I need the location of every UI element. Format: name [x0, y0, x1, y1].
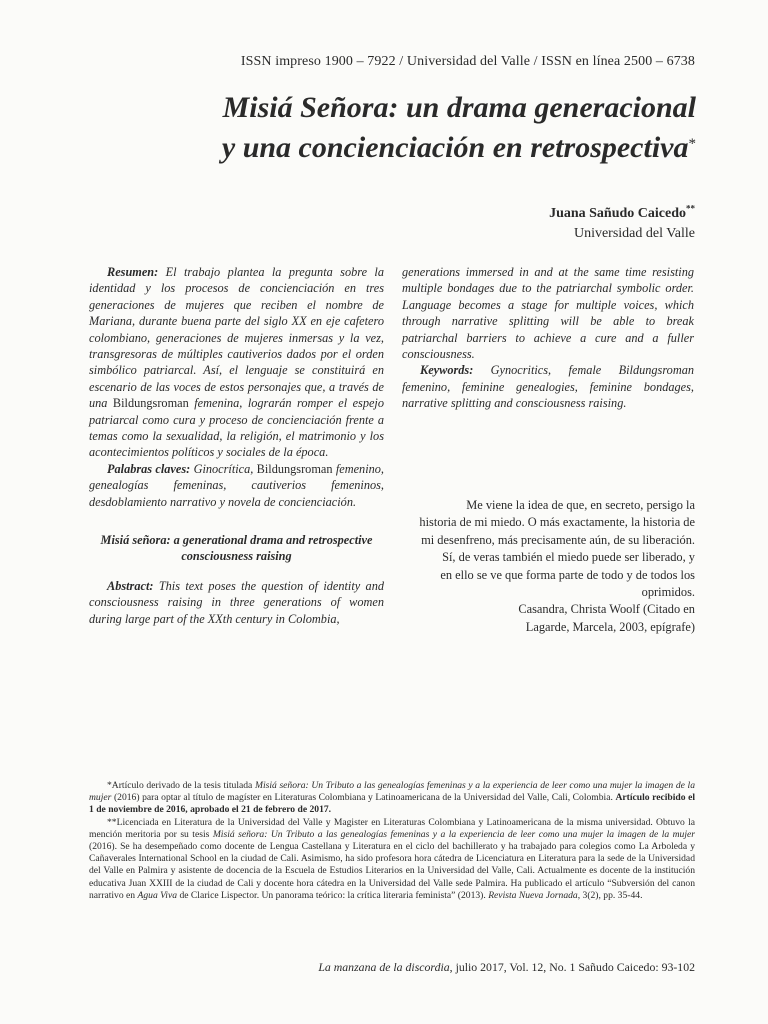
title-footnote-mark: * — [688, 136, 696, 152]
author-block — [549, 198, 695, 244]
article-title — [222, 88, 696, 168]
title-line-1: Misiá Señora: un drama generacional — [222, 91, 696, 124]
page-footer-citation: La manzana de la discordia, julio 2017, Vol. 12, No. 1 Sañudo Caicedo: 93-102 — [318, 960, 695, 974]
resumen-paragraph: Resumen: El trabajo plantea la pregunta sobre la identidad y los procesos de concienciación en tres generaciones de mujeres que reciben el nombre de Mariana, durante buena parte del siglo XX en eje cafetero colombiano, generaciones de mujeres inmersas y la vez, transgresoras de múltiples cautiverios dados por el orden simbólico patriarcal. Así, el lenguaje se constituirá en escenario de las voces de estos personajes que, a través de una Bildungsroman femenina, lograrán romper el espejo patriarcal como cura y proceso de concienciación frente a temas como la sexualidad, la religión, el matrimonio y los acontecimientos políticos y sociales de la época. — [89, 265, 385, 460]
abstract-label: Abstract: — [107, 579, 154, 593]
resumen-label: Resumen: — [107, 265, 159, 279]
palabras-label: Palabras claves: — [107, 461, 191, 476]
right-column-abstract — [402, 264, 694, 412]
abstract-paragraph-start: Abstract: This text poses the question of identity and consciousness raising in three generations of women during large part of the XXth century in Colombia, — [89, 579, 384, 626]
abstract-continuation: generations immersed in and at the same time resisting multiple bondages due to the patriarchal symbolic order. Language becomes a stage for multiple voices, which through narrative splitting will be able to break patriarchal barriers to achieve a cure and a fuller consciousness. — [402, 265, 694, 362]
issn-header: ISSN impreso 1900 – 7922 / Universidad del Valle / ISSN en línea 2500 – 6738 — [240, 54, 695, 69]
footnote-2: **Licenciada en Literatura de la Universidad del Valle y Magister en Literaturas Colombiana y Latinoamericana de la misma universidad. Obtuvo la mención meritoria por su tesis Misiá señora: Un Tributo a las genealogías femeninas y a la experiencia de leer como una mujer la imagen de la mujer (2016). Se ha desempeñado como docente de Lengua Castellana y Literatura en el ciclo del bachillerato y ha trabajado para colegios como La Arboleda y Cañaverales International School en la ciudad de Cali. Asimismo, ha sido profesora hora cátedra de Licenciatura en Literatura para la sede de la Universidad del Valle en Palmira y asistente de docencia de la Escuela de Estudios Literarios en la Universidad del Valle, Cali. Actualmente es docente de la institución educativa Juan XXIII de la ciudad de Cali y docente hora cátedra en la Universidad del Valle sede Palmira. Ha publicado el artículo “Subversión del canon narrativo en Agua Viva de Clarice Lispector. Un panorama teórico: la crítica literaria feminista” (2013). Revista Nueva Jornada, 3(2), pp. 35-44. — [89, 816, 695, 901]
english-title: Misiá señora: a generational drama and retrospective consciousness raising — [100, 533, 373, 564]
left-column-abstracts — [89, 264, 384, 510]
keywords-label: Keywords: — [420, 363, 474, 378]
footnotes — [89, 780, 695, 902]
author-affiliation: Universidad del Valle — [573, 225, 695, 241]
keywords-paragraph: Keywords: Gynocritics, female Bildungsroman femenino, feminine genealogies, feminine bondages, narrative splitting and consciousness raising. — [402, 363, 694, 411]
epigraph-source: Casandra, Christa Woolf (Citado en — [518, 602, 695, 617]
title-line-2: y una concienciación en retrospectiva* — [221, 131, 696, 164]
palabras-paragraph: Palabras claves: Ginocrítica, Bildungsroman femenino, genealogías femeninas, cautiverios femeninos, desdoblamiento narrativo y novela de concienciación. — [89, 461, 384, 509]
footnote-1: *Artículo derivado de la tesis titulada Misiá señora: Un Tributo a las genealogías femeninas y a la experiencia de leer como una mujer la imagen de la mujer (2016) para optar al título de magíster en Literaturas Colombiana y Latinoamericana de la Universidad del Valle, Cali, Colombia. Artículo recibido el 1 de noviembre de 2016, aprobado el 21 de febrero de 2017. — [89, 780, 695, 816]
author-name: Juana Sañudo Caicedo** — [549, 203, 695, 221]
epigraph: Me viene la idea de que, en secreto, persigo la historia de mi miedo. O más exactamente, la historia de mi desenfreno, más precisamente aún, de su liberación. Sí, de veras también el miedo puede ser liberado, y en ello se ve que forma parte de todo y de todos los oprimidos. Casandra, Christa Woolf (Citado en Lagarde, Marcela, 2003, epígrafe) — [395, 497, 695, 636]
